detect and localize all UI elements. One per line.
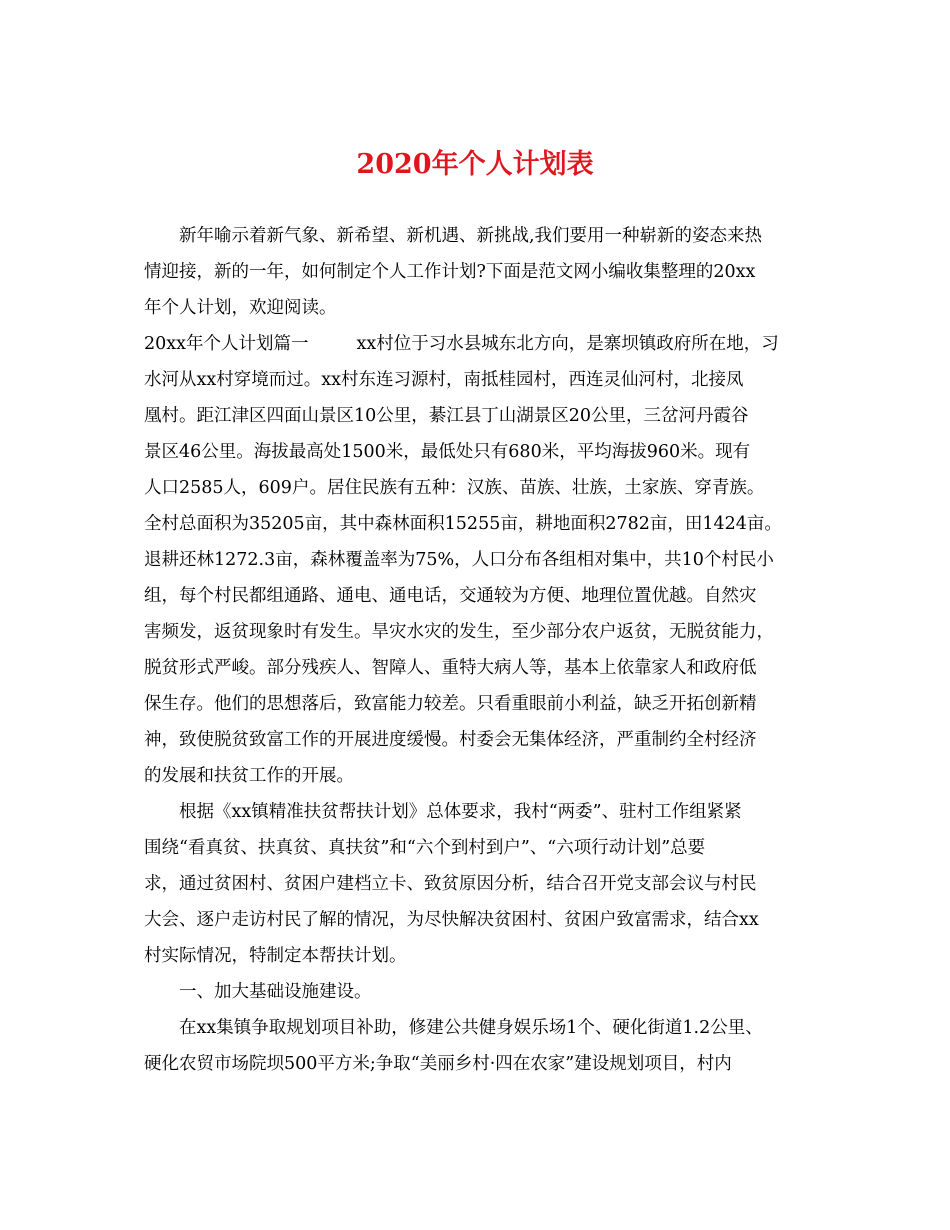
text-line: 根据《xx镇精准扶贫帮扶计划》总体要求，我村“两委”、驻村工作组紧紧 bbox=[144, 802, 742, 822]
section-heading: 20xx年个人计划篇一 bbox=[144, 334, 309, 354]
text-fragment: xx村位于习水县城东北方向，是寨坝镇政府所在地，习 bbox=[356, 334, 779, 354]
text-line bbox=[144, 326, 808, 362]
text-line: 情迎接，新的一年，如何制定个人工作计划?下面是范文网小编收集整理的20xx bbox=[144, 262, 756, 282]
text-line: 求，通过贫困村、贫困户建档立卡、致贫原因分析，结合召开党支部会议与村民 bbox=[144, 874, 757, 894]
text-line: 退耕还林1272.3亩，森林覆盖率为75%，人口分布各组相对集中，共10个村民小 bbox=[144, 550, 774, 570]
text-line: 人口2585人，609户。居住民族有五种：汉族、苗族、壮族，土家族、穿青族。 bbox=[144, 478, 765, 498]
text-line: 景区46公里。海拔最高处1500米，最低处只有680米，平均海拔960米。现有 bbox=[144, 442, 751, 462]
text-line: 全村总面积为35205亩，其中森林面积15255亩，耕地面积2782亩，田1424亩。 bbox=[144, 514, 782, 534]
text-line: 脱贫形式严峻。部分残疾人、智障人、重特大病人等，基本上依靠家人和政府低 bbox=[144, 658, 757, 678]
text-line: 害频发，返贫现象时有发生。旱灾水灾的发生，至少部分农户返贫，无脱贫能力， bbox=[144, 622, 774, 642]
text-line: 大会、逐户走访村民了解的情况，为尽快解决贫困村、贫困户致富需求，结合xx bbox=[144, 910, 759, 930]
page-title: 2020年个人计划表 bbox=[356, 149, 594, 180]
text-line: 新年喻示着新气象、新希望、新机遇、新挑战,我们要用一种崭新的姿态来热 bbox=[144, 226, 763, 246]
text-line: 围绕“看真贫、扶真贫、真扶贫”和“六个到村到户”、“六项行动计划”总要 bbox=[144, 838, 706, 858]
text-line: 组，每个村民都组通路、通电、通电话，交通较为方便、地理位置优越。自然灾 bbox=[144, 586, 757, 606]
text-line: 硬化农贸市场院坝500平方米;争取“美丽乡村·四在农家”建设规划项目，村内 bbox=[144, 1054, 732, 1074]
text-line: 村实际情况，特制定本帮扶计划。 bbox=[144, 946, 407, 966]
text-line: 在xx集镇争取规划项目补助，修建公共健身娱乐场1个、硬化街道1.2公里、 bbox=[144, 1018, 763, 1038]
text-line: 神，致使脱贫致富工作的开展进度缓慢。村委会无集体经济，严重制约全村经济 bbox=[144, 730, 757, 750]
text-line: 凰村。距江津区四面山景区10公里，綦江县丁山湖景区20公里，三岔河丹霞谷 bbox=[144, 406, 749, 426]
text-line: 保生存。他们的思想落后，致富能力较差。只看重眼前小利益，缺乏开拓创新精 bbox=[144, 694, 757, 714]
text-line: 水河从xx村穿境而过。xx村东连习源村，南抵桂园村，西连灵仙河村，北接凤 bbox=[144, 370, 744, 390]
document-body bbox=[144, 218, 808, 1082]
text-line: 年个人计划，欢迎阅读。 bbox=[144, 298, 337, 318]
text-line: 的发展和扶贫工作的开展。 bbox=[144, 766, 354, 786]
text-line: 一、加大基础设施建设。 bbox=[144, 982, 372, 1002]
